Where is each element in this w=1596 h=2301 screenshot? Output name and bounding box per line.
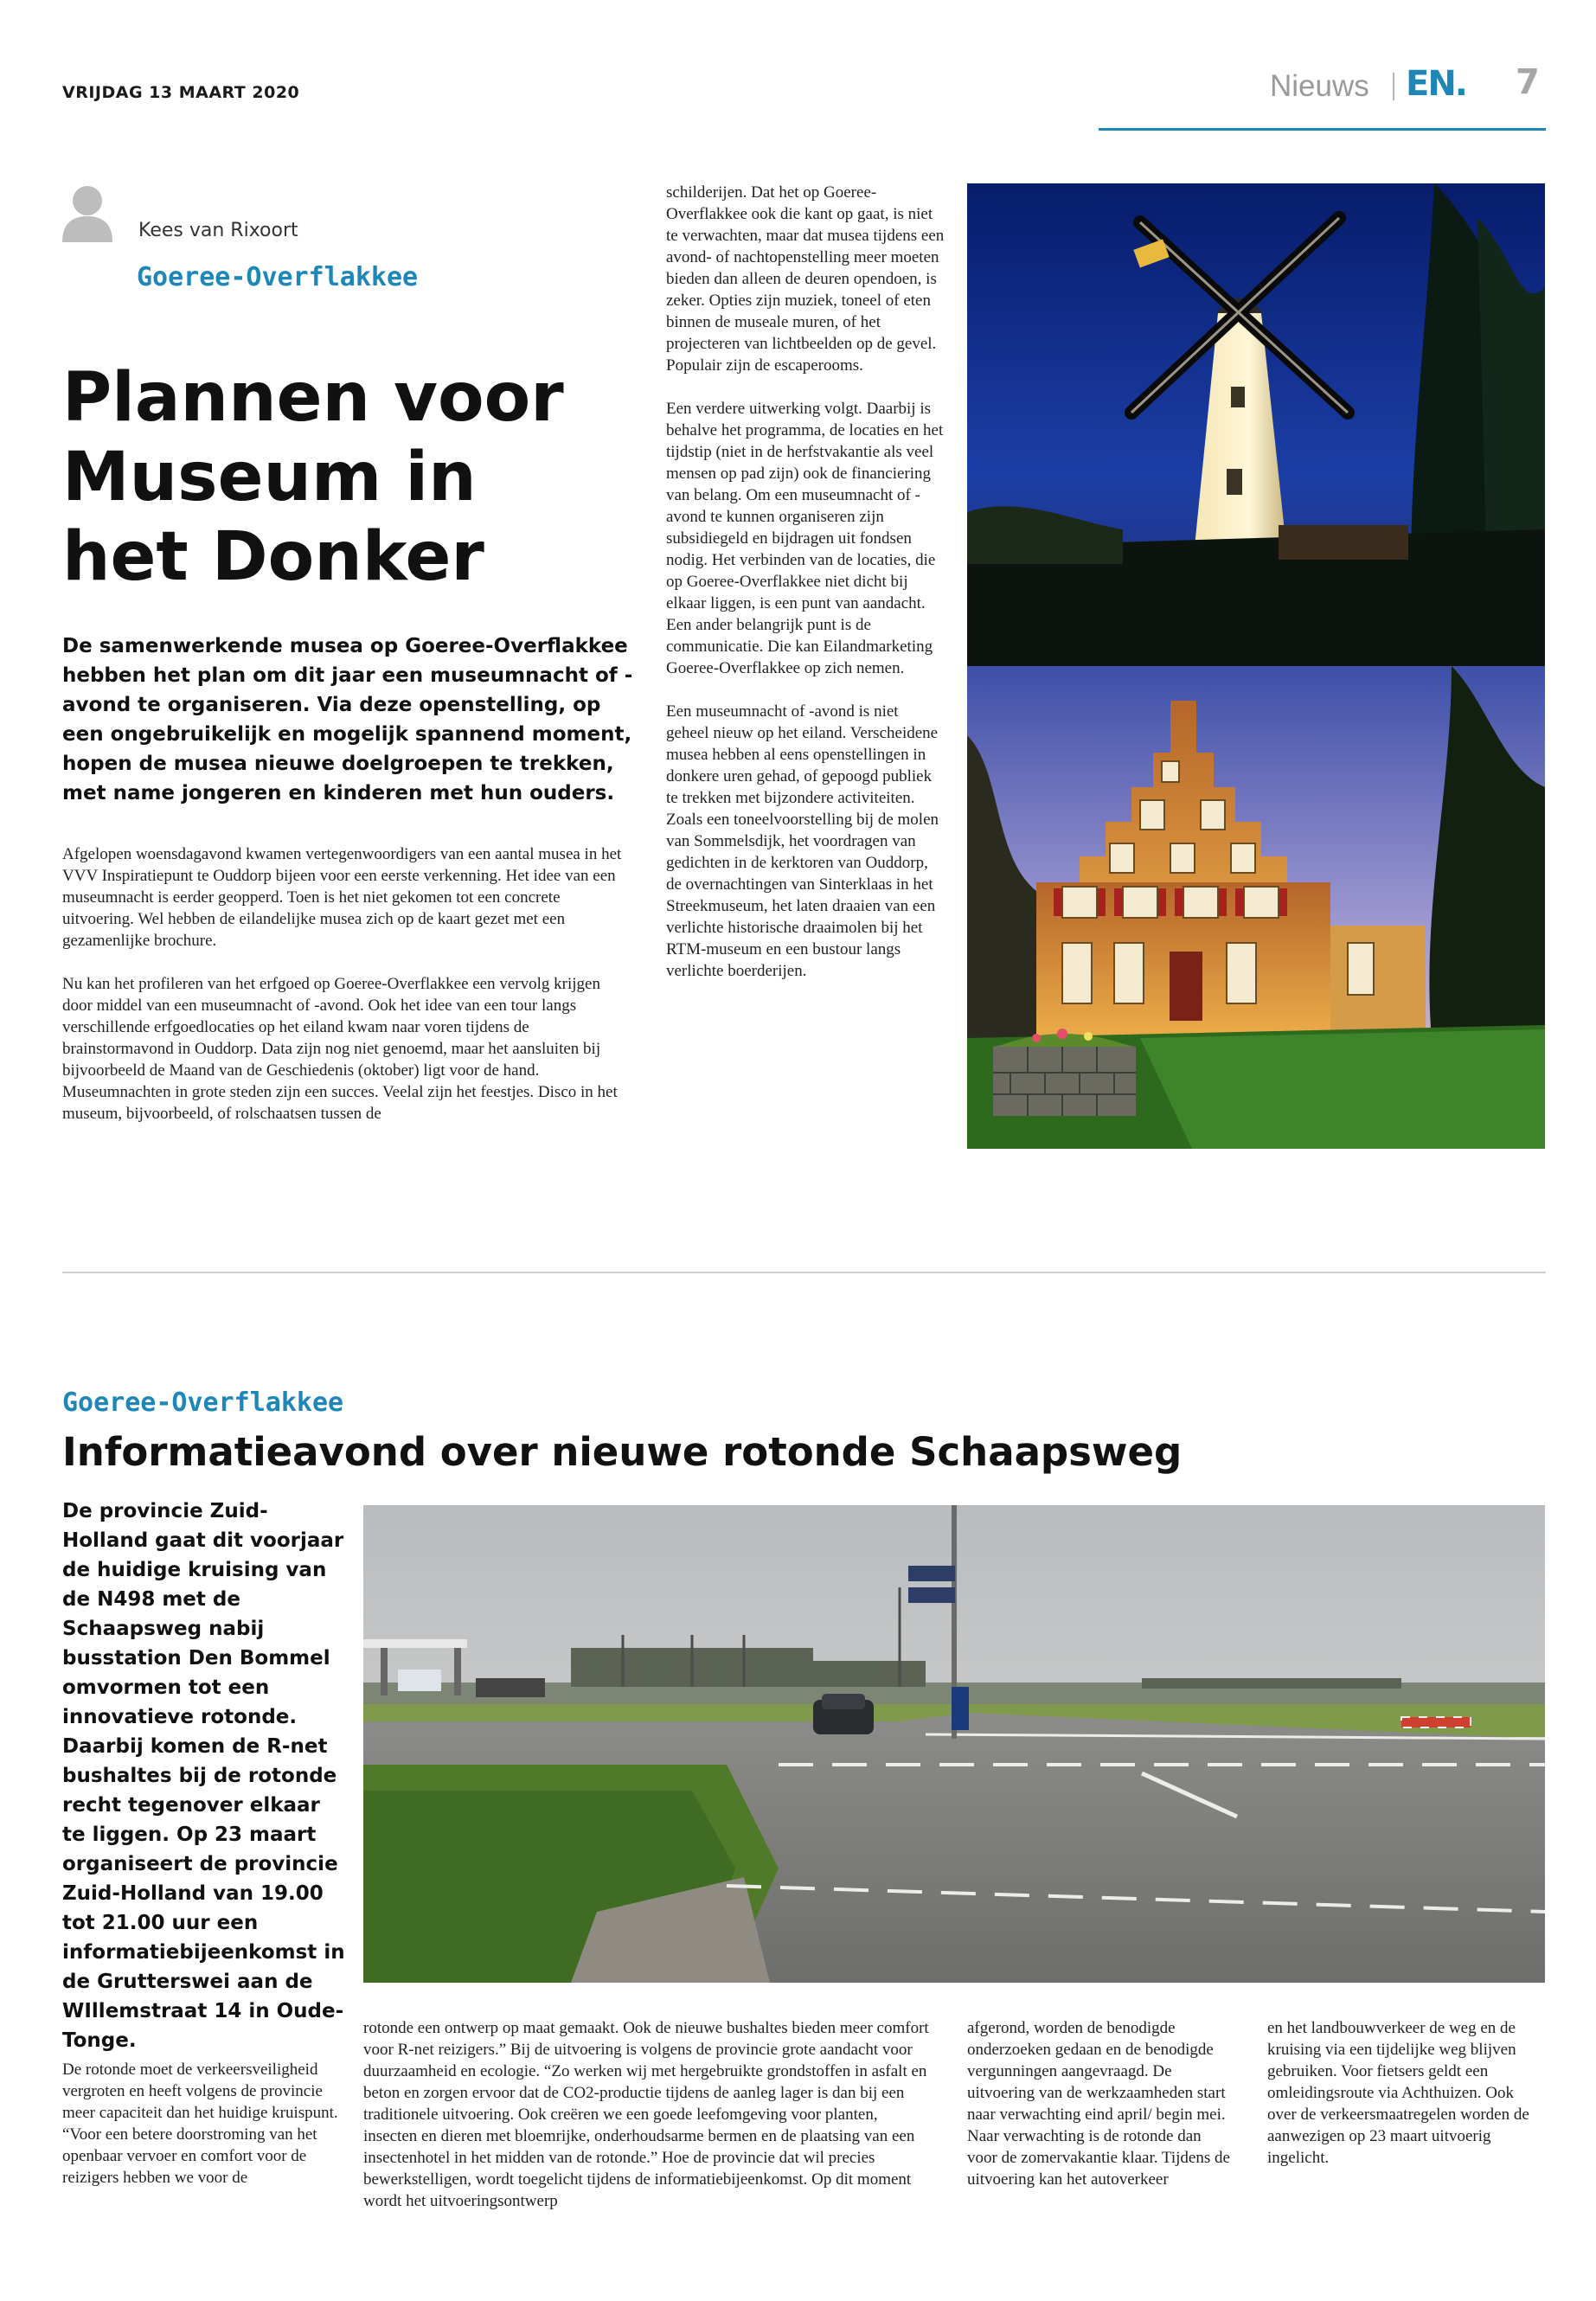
article2-paragraph: afgerond, worden de benodigde onderzoeken gedaan en de benodigde vergunningen aangevraagd. De uitvoering van de werkzaamheden start naar verwachting eind april/ begin mei. Naar verwachting is de rotonde dan voor de zomervakantie klaar. Tijdens de uitvoering kan het autoverkeer [967, 2019, 1230, 2189]
article-separator [62, 1272, 1546, 1273]
article1-paragraph: Een museumnacht of -avond is niet geheel nieuw op het eiland. Verscheidene musea hebben al eens openstellingen in donkere uren gehad, of gepoogd publiek te trekken met bijzondere activiteiten. Zoals een toneelvoorstelling bij de molen van Sommelsdijk, het voordragen van gedichten in de kerktoren van Ouddorp, de overnachtingen van Sinterklaas in het Streekmuseum, het laten draaien van een verlichte historische draaimolen bij het RTM-museum en een bustour langs verlichte boerderijen. [666, 702, 939, 980]
article2-lead: De provincie Zuid-Holland gaat dit voorjaar de huidige kruising van de N498 met de Schaapsweg nabij busstation Den Bommel omvormen tot een innovatieve rotonde. Daarbij komen de R-net bushaltes bij de rotonde recht tegenover elkaar te liggen. Op 23 maart organiseert de provincie Zuid-Holland van 19.00 tot 21.00 uur een informatiebijeenkomst in de Grutterswei aan de WIllemstraat 14 in Oude-Tonge. [62, 1500, 345, 2052]
section-label: Nieuws [1270, 69, 1369, 103]
article1-paragraph: Afgelopen woensdagavond kwamen vertegenwoordigers van een aantal musea in het VVV Inspiratiepunt te Ouddorp bijeen voor een eerste verkenning. Het idee van een museumnacht is eerder geopperd. Toen is het niet gekomen tot een concrete uitvoering. Wel hebben de eilandelijke musea zich op de kaart gezet met een gezamenlijke brochure. [62, 845, 622, 950]
article2-paragraph: De rotonde moet de verkeersveiligheid vergroten en heeft volgens de provincie meer capaciteit dan het huidige kruispunt. “Voor een betere doorstroming van het openbaar vervoer en comfort voor de reizigers hebben we voor de [62, 2061, 338, 2187]
article1-lead: De samenwerkende musea op Goeree-Overflakkee hebben het plan om dit jaar een museumnacht of -avond te organiseren. Via deze openstelling, op een ongebruikelijk en mogelijk spannend moment, hopen de musea nieuwe doelgroepen te trekken, met name jongeren en kinderen met hun ouders. [62, 635, 633, 804]
issue-date: VRIJDAG 13 MAART 2020 [62, 83, 300, 102]
article1-paragraph: Nu kan het profileren van het erfgoed op Goeree-Overflakkee een vervolg krijgen door middel van een museumnacht of -avond. Ook het idee van een tour langs verschillende erfgoedlocaties op het eiland kwam naar voren tijdens de brainstormavond in Ouddorp. Data zijn nog niet genoemd, maar het aansluiten bij bijvoorbeeld de Maand van de Geschiedenis (oktober) ligt voor de hand. Museumnachten in grote steden zijn een succes. Veelal zijn het feestjes. Disco in het museum, bijvoorbeeld, of rolschaatsen tussen de [62, 975, 618, 1123]
road-intersection-photo [363, 1505, 1545, 1983]
author-name: Kees van Rixoort [138, 220, 298, 241]
article2-paragraph: en het landbouwverkeer de weg en de kruising via een tijdelijke weg blijven gebruiken. Voor fietsers geldt een omleidingsroute via Achthuizen. Ook over de verkeersmaatregelen worden de aanwezigen op 23 maart uitvoerig ingelicht. [1267, 2019, 1529, 2167]
article1-kicker: Goeree-Overflakkee [137, 262, 419, 292]
publication-logo: EN. [1406, 64, 1466, 104]
article2-column-4 [1267, 2017, 1546, 2190]
article2-paragraph: rotonde een ontwerp op maat gemaakt. Ook de nieuwe bushaltes bieden meer comfort voor R-net reizigers.” Bij de uitvoering is volgens de provincie grote aandacht voor duurzaamheid en ecologie. “Zo werken wij met hergebruikte grondstoffen in asfalt en beton en zorgen ervoor dat de CO2-productie tijdens de aanleg lager is dan bij een traditionele uitvoering. Ook creëren we een goede leefomgeving voor planten, insecten en dieren met bloemrijke, onderhoudsarme bermen en de plaatsing van een insectenhotel in het midden van de rotonde.” Hoe de provincie dat wil precies bewerkstelligen, wordt toegelicht tijdens de informatiebijeenkomst. Op dit moment wordt het uitvoeringsontwerp [363, 2019, 929, 2210]
article2-title: Informatieavond over nieuwe rotonde Schaapsweg [62, 1429, 1183, 1475]
article1-paragraph: schilderijen. Dat het op Goeree-Overflakkee ook die kant op gaat, is niet te verwachten, maar dat musea tijdens een avond- of nachtopenstelling meer moeten bieden dan alleen de deuren opendoen, is zeker. Opties zijn muziek, toneel of eten binnen de museale muren, of het projecteren van lichtbeelden op de gevel. Populair zijn de escaperooms. [666, 183, 945, 375]
article1-title: Plannen voor Museum in het Donker [62, 359, 564, 596]
section-divider [1393, 73, 1394, 100]
page-number: 7 [1516, 62, 1540, 102]
windmill-photo [967, 183, 1545, 666]
author-avatar-icon [62, 183, 112, 242]
article2-kicker: Goeree-Overflakkee [62, 1388, 344, 1418]
article1-column-1 [62, 843, 623, 1146]
article1-column-2 [666, 182, 945, 1003]
stepped-gable-house-photo [967, 666, 1545, 1149]
article2-column-1 [62, 2059, 339, 2210]
article2-column-3 [967, 2017, 1231, 2212]
article1-paragraph: Een verdere uitwerking volgt. Daarbij is behalve het programma, de locaties en het tijdstip (niet in de herfstvakantie als veel mensen op pad zijn) ook de financiering van belang. Om een museumnacht of -avond te kunnen organiseren zijn subsidiegeld en bijdragen uit fondsen nodig. Het verbinden van de locaties, die op Goeree-Overflakkee niet dicht bij elkaar liggen, is een punt van aandacht. Een ander belangrijk punt is de communicatie. Die kan Eilandmarketing Goeree-Overflakkee op zich nemen. [666, 400, 944, 677]
article2-column-2 [363, 2017, 934, 2234]
header-rule [1099, 128, 1546, 131]
